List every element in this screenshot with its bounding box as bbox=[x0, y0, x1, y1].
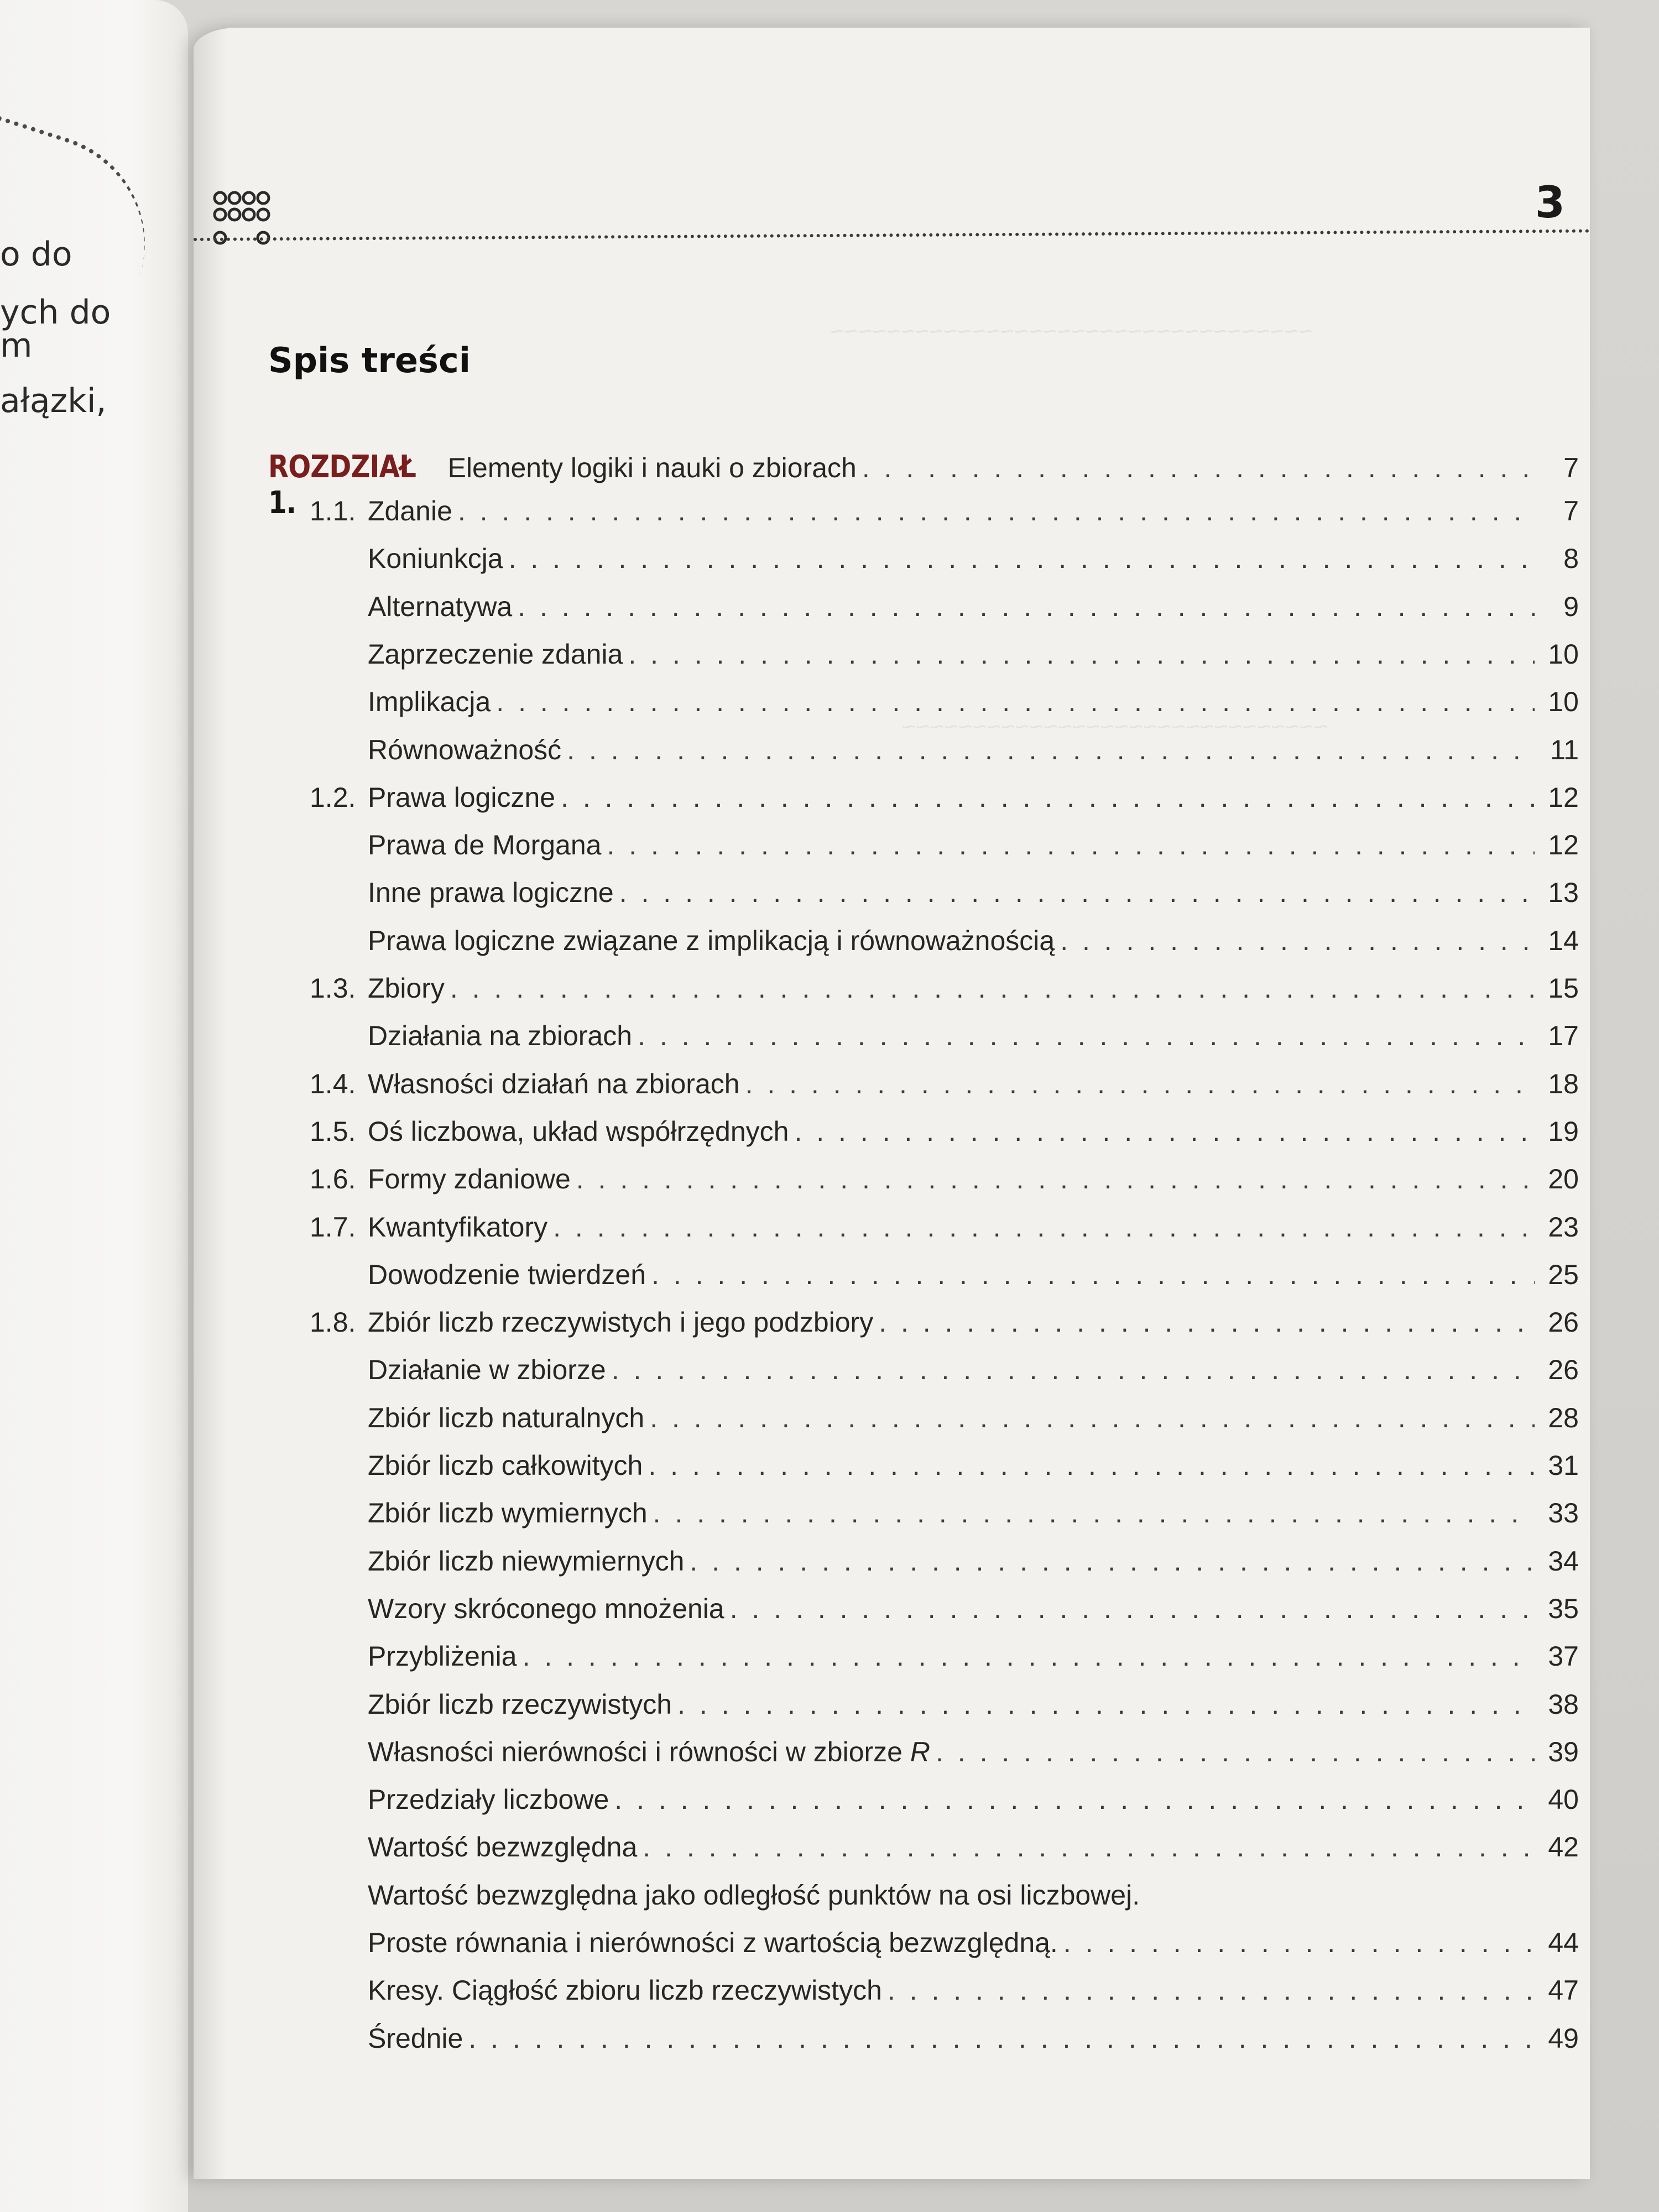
entry-page: 10 bbox=[1548, 638, 1579, 670]
dot-leader bbox=[612, 1354, 1535, 1386]
section-number: 1.1. bbox=[310, 495, 356, 526]
page-number: 3 bbox=[1535, 178, 1565, 228]
toc-page bbox=[194, 28, 1590, 2179]
entry-title: Zaprzeczenie zdania bbox=[368, 638, 623, 670]
toc-entry-row bbox=[368, 2022, 1579, 2054]
left-page-fragment: ych do bbox=[0, 293, 111, 332]
page-title: Spis treści bbox=[268, 340, 471, 380]
dot-leader bbox=[561, 781, 1535, 813]
entry-title: Kwantyfikatory bbox=[368, 1211, 548, 1243]
entry-title: Prawa de Morgana bbox=[368, 830, 602, 861]
toc-entry-row bbox=[368, 829, 1579, 861]
entry-title: Oś liczbowa, układ współrzędnych bbox=[368, 1115, 789, 1147]
toc-entry-row bbox=[368, 1020, 1579, 1052]
toc-entry-row bbox=[310, 781, 1579, 813]
set-symbol-r: R bbox=[910, 1736, 930, 1767]
dot-leader bbox=[1060, 925, 1535, 957]
section-number: 1.8. bbox=[310, 1307, 356, 1338]
entry-title: Zbiory bbox=[368, 973, 445, 1004]
dot-leader bbox=[553, 1211, 1535, 1243]
dot-leader bbox=[690, 1545, 1535, 1577]
section-number: 1.7. bbox=[310, 1211, 356, 1243]
toc-entry-row bbox=[368, 1593, 1579, 1625]
entry-page: 35 bbox=[1548, 1593, 1579, 1624]
entry-page: 47 bbox=[1548, 1975, 1579, 2006]
entry-page: 38 bbox=[1548, 1688, 1579, 1720]
entry-title: Wzory skróconego mnożenia bbox=[368, 1593, 724, 1624]
entry-page: 13 bbox=[1548, 877, 1579, 909]
entry-page: 28 bbox=[1548, 1402, 1579, 1433]
dot-leader bbox=[496, 686, 1535, 718]
dot-leader bbox=[509, 542, 1535, 575]
entry-page: 33 bbox=[1548, 1498, 1579, 1529]
toc-entry-row bbox=[310, 495, 1579, 527]
dot-leader bbox=[879, 1306, 1535, 1338]
entry-page: 49 bbox=[1548, 2022, 1579, 2054]
entry-title: Przedziały liczbowe bbox=[368, 1784, 609, 1815]
entry-title: Dowodzenie twierdzeń bbox=[368, 1259, 646, 1290]
toc-entry-row bbox=[310, 1163, 1579, 1195]
entry-page: 26 bbox=[1548, 1354, 1579, 1386]
entry-title: Zdanie bbox=[368, 495, 452, 526]
entry-title: Alternatywa bbox=[368, 591, 513, 622]
entry-page: 18 bbox=[1548, 1068, 1579, 1099]
entry-page: 40 bbox=[1548, 1784, 1579, 1815]
dot-leader bbox=[567, 734, 1535, 766]
entry-title: Zbiór liczb rzeczywistych i jego podzbiory bbox=[368, 1307, 874, 1338]
entry-page: 34 bbox=[1548, 1545, 1579, 1577]
entry-page: 44 bbox=[1548, 1927, 1579, 1958]
entry-title: Proste równania i nierówności z wartością bezwzględną. bbox=[368, 1927, 1058, 1958]
dot-leader bbox=[648, 1449, 1535, 1481]
entry-page: 31 bbox=[1548, 1450, 1579, 1481]
dot-leader bbox=[651, 1259, 1535, 1291]
bleed-through: ~~~~~~~~~~~~~~~~~~~~~~~~~~~~~~ bbox=[901, 713, 1328, 740]
chapter-page: 7 bbox=[1563, 452, 1579, 483]
dot-leader bbox=[1063, 1927, 1535, 1959]
entry-title: Kresy. Ciągłość zbioru liczb rzeczywistych bbox=[368, 1975, 882, 2006]
toc-entry-row bbox=[368, 734, 1579, 766]
toc-entry-row bbox=[368, 1831, 1579, 1863]
entry-title: Zbiór liczb naturalnych bbox=[368, 1402, 645, 1433]
chapter-title: Elementy logiki i nauki o zbiorach bbox=[447, 452, 857, 483]
toc-entry-row bbox=[310, 1211, 1579, 1243]
entry-title: Formy zdaniowe bbox=[368, 1164, 571, 1195]
dot-leader bbox=[458, 495, 1535, 527]
entry-page: 9 bbox=[1563, 591, 1579, 622]
dot-leader bbox=[643, 1831, 1535, 1863]
entry-page: 20 bbox=[1548, 1164, 1579, 1195]
dot-leader bbox=[677, 1688, 1535, 1720]
toc-entry-row bbox=[368, 1545, 1579, 1577]
dot-leader bbox=[628, 638, 1535, 670]
left-page-fragment: m bbox=[0, 326, 33, 365]
entry-page: 14 bbox=[1548, 925, 1579, 956]
left-page-edge bbox=[0, 0, 188, 2212]
entry-page: 26 bbox=[1548, 1307, 1579, 1338]
toc-entry-row bbox=[368, 1879, 1579, 1911]
entry-title: Koniunkcja bbox=[368, 543, 503, 575]
toc-entry-row bbox=[368, 1640, 1579, 1672]
section-number: 1.2. bbox=[310, 781, 356, 813]
toc-entry-row bbox=[368, 1783, 1579, 1815]
bleed-through: ~~~~~~~~~~~~~~~~~~~~~~~~~~~~~~~~~~ bbox=[830, 318, 1313, 345]
dot-leader bbox=[745, 1068, 1535, 1100]
toc-entry-row bbox=[310, 1306, 1579, 1338]
toc-entry-row bbox=[368, 1688, 1579, 1720]
dot-leader bbox=[576, 1163, 1535, 1195]
dot-leader bbox=[518, 591, 1535, 623]
entry-title: Zbiór liczb wymiernych bbox=[368, 1498, 648, 1529]
entry-title: Własności nierówności i równości w zbiorze R bbox=[368, 1736, 930, 1767]
entry-title: Wartość bezwzględna bbox=[368, 1832, 638, 1863]
dot-leader bbox=[794, 1115, 1535, 1147]
section-number: 1.3. bbox=[310, 973, 356, 1004]
entry-page: 42 bbox=[1548, 1832, 1579, 1863]
entry-page: 12 bbox=[1548, 830, 1579, 861]
entry-page: 7 bbox=[1563, 495, 1579, 526]
entry-title: Wartość bezwzględna jako odległość punktów na osi liczbowej. bbox=[368, 1879, 1140, 1911]
entry-title: Własności działań na zbiorach bbox=[368, 1068, 740, 1099]
entry-title: Działania na zbiorach bbox=[368, 1020, 633, 1052]
entry-page: 12 bbox=[1548, 781, 1579, 813]
section-number: 1.4. bbox=[310, 1068, 356, 1099]
entry-title: Zbiór liczb rzeczywistych bbox=[368, 1688, 672, 1720]
dot-leader bbox=[650, 1402, 1535, 1434]
entry-page: 15 bbox=[1548, 973, 1579, 1004]
toc-entry-row bbox=[368, 1736, 1579, 1768]
toc-entry-row bbox=[368, 1259, 1579, 1291]
dot-leader bbox=[862, 452, 1535, 484]
dot-leader bbox=[450, 972, 1535, 1004]
left-page-fragment: ałązki, bbox=[0, 382, 107, 420]
toc-entry-row bbox=[368, 1449, 1579, 1481]
entry-page: 39 bbox=[1548, 1736, 1579, 1767]
toc-entry-row bbox=[368, 1402, 1579, 1434]
entry-page: 23 bbox=[1548, 1211, 1579, 1243]
toc-entry-row bbox=[310, 1115, 1579, 1147]
entry-title: Równoważność bbox=[368, 734, 562, 765]
table-of-contents bbox=[194, 28, 1590, 2179]
entry-page: 25 bbox=[1548, 1259, 1579, 1290]
entry-page: 10 bbox=[1548, 686, 1579, 718]
toc-entry-row bbox=[310, 972, 1579, 1004]
toc-entry-row bbox=[368, 638, 1579, 670]
entry-title: Prawa logiczne związane z implikacją i równoważnością bbox=[368, 925, 1055, 956]
entry-title: Średnie bbox=[368, 2022, 463, 2054]
dot-leader bbox=[888, 1974, 1535, 2006]
entry-page: 17 bbox=[1548, 1020, 1579, 1052]
dot-leader bbox=[730, 1593, 1535, 1625]
toc-entry-row bbox=[368, 1927, 1579, 1959]
toc-entry-row bbox=[368, 925, 1579, 957]
entry-title: Zbiór liczb niewymiernych bbox=[368, 1545, 685, 1577]
entry-page: 8 bbox=[1563, 543, 1579, 575]
chapter-label: ROZDZIAŁ 1. bbox=[268, 449, 416, 521]
dot-leader bbox=[468, 2022, 1535, 2054]
toc-entry-row bbox=[368, 1354, 1579, 1386]
toc-entry-row bbox=[368, 1974, 1579, 2006]
toc-entry-row bbox=[310, 1068, 1579, 1100]
toc-entry-row bbox=[368, 542, 1579, 575]
toc-entry-row bbox=[368, 686, 1579, 718]
entry-title: Prawa logiczne bbox=[368, 781, 556, 813]
dot-leader bbox=[653, 1497, 1535, 1529]
left-page-fragment: o do bbox=[0, 235, 72, 274]
section-number: 1.5. bbox=[310, 1115, 356, 1147]
toc-entry-row bbox=[368, 877, 1579, 909]
entry-title: Zbiór liczb całkowitych bbox=[368, 1450, 643, 1481]
entry-title: Działanie w zbiorze bbox=[368, 1354, 606, 1386]
dot-leader bbox=[638, 1020, 1535, 1052]
section-number: 1.6. bbox=[310, 1164, 356, 1195]
entry-title: Implikacja bbox=[368, 686, 491, 718]
entry-title: Przybliżenia bbox=[368, 1641, 517, 1672]
toc-entry-row bbox=[368, 1497, 1579, 1529]
dot-leader bbox=[614, 1783, 1535, 1815]
entry-title: Inne prawa logiczne bbox=[368, 877, 614, 909]
dot-leader bbox=[607, 829, 1535, 861]
entry-page: 11 bbox=[1550, 734, 1579, 765]
entry-page: 37 bbox=[1548, 1641, 1579, 1672]
dot-leader bbox=[619, 877, 1535, 909]
entry-page: 19 bbox=[1548, 1115, 1579, 1147]
toc-entry-row bbox=[368, 591, 1579, 623]
dot-leader bbox=[523, 1640, 1535, 1672]
dot-leader bbox=[936, 1736, 1535, 1768]
